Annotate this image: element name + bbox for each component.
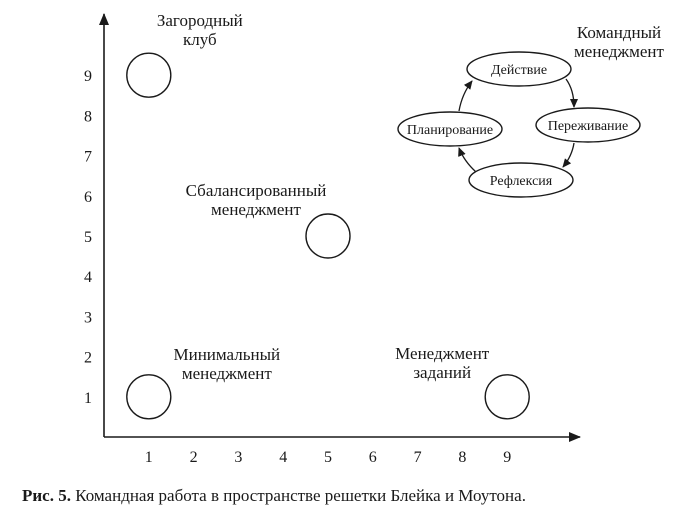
cycle-arrow-experience-to-reflection xyxy=(563,143,574,167)
grid-style-point xyxy=(186,181,350,258)
cycle-node-reflection xyxy=(469,163,573,197)
caption-text: Командная работа в пространстве решетки Блейка и Моутона. xyxy=(70,486,526,505)
grid-style-point xyxy=(127,11,243,97)
cycle-title-line-2: менеджмент xyxy=(574,42,664,61)
y-tick-label: 4 xyxy=(84,269,92,287)
cycle-arrow-reflection-to-planning xyxy=(459,148,476,172)
cycle-node-action xyxy=(467,52,571,86)
cycle-node-label: Планирование xyxy=(406,123,494,138)
cycle-node-label: Переживание xyxy=(547,119,629,134)
grid-style-point xyxy=(127,345,280,419)
y-tick-label: 5 xyxy=(84,229,92,246)
figure-caption xyxy=(22,486,526,505)
cycle-node-label: Рефлексия xyxy=(489,174,553,189)
point-circle xyxy=(485,375,529,419)
point-label-line: заданий xyxy=(413,362,472,382)
point-label-line: Сбалансированный xyxy=(185,181,327,200)
x-tick-label: 7 xyxy=(413,449,422,466)
cycle-title-line-1: Командный xyxy=(576,23,662,42)
cycle-arrow-action-to-experience xyxy=(566,79,574,107)
team-cycle-diagram xyxy=(398,23,665,197)
y-tick-label: 8 xyxy=(84,108,92,126)
y-tick-label: 9 xyxy=(84,68,92,86)
point-label-line: Загородный xyxy=(156,11,243,31)
x-tick-label: 6 xyxy=(368,449,377,466)
y-tick-label: 1 xyxy=(84,389,92,407)
caption-prefix: Рис. 5. xyxy=(22,486,71,505)
cycle-node-experience xyxy=(536,108,640,142)
y-tick-label: 7 xyxy=(84,148,92,166)
x-tick-label: 3 xyxy=(234,449,243,466)
cycle-arrow-planning-to-action xyxy=(459,81,472,111)
x-tick-label: 9 xyxy=(503,449,512,466)
point-label-line: Минимальный xyxy=(173,344,281,364)
y-tick-label: 6 xyxy=(84,188,92,206)
x-tick-label: 5 xyxy=(324,449,332,466)
x-tick-label: 2 xyxy=(189,449,198,466)
cycle-node-label: Действие xyxy=(490,63,548,78)
point-label-line: менеджмент xyxy=(211,200,301,219)
x-tick-label: 1 xyxy=(144,449,153,466)
grid-style-point xyxy=(395,344,529,419)
y-tick-labels xyxy=(84,68,92,407)
point-circle xyxy=(127,375,171,419)
x-tick-label: 8 xyxy=(458,449,467,466)
cycle-node-planning xyxy=(398,112,502,146)
point-circle xyxy=(306,214,350,258)
point-label-line: менеджмент xyxy=(181,363,272,383)
y-tick-label: 2 xyxy=(84,349,92,367)
y-tick-label: 3 xyxy=(84,309,92,327)
point-circle xyxy=(127,53,171,97)
x-tick-labels xyxy=(145,449,511,466)
x-tick-label: 4 xyxy=(279,449,288,466)
point-label-line: Менеджмент xyxy=(395,343,490,363)
point-label-line: клуб xyxy=(182,30,217,50)
